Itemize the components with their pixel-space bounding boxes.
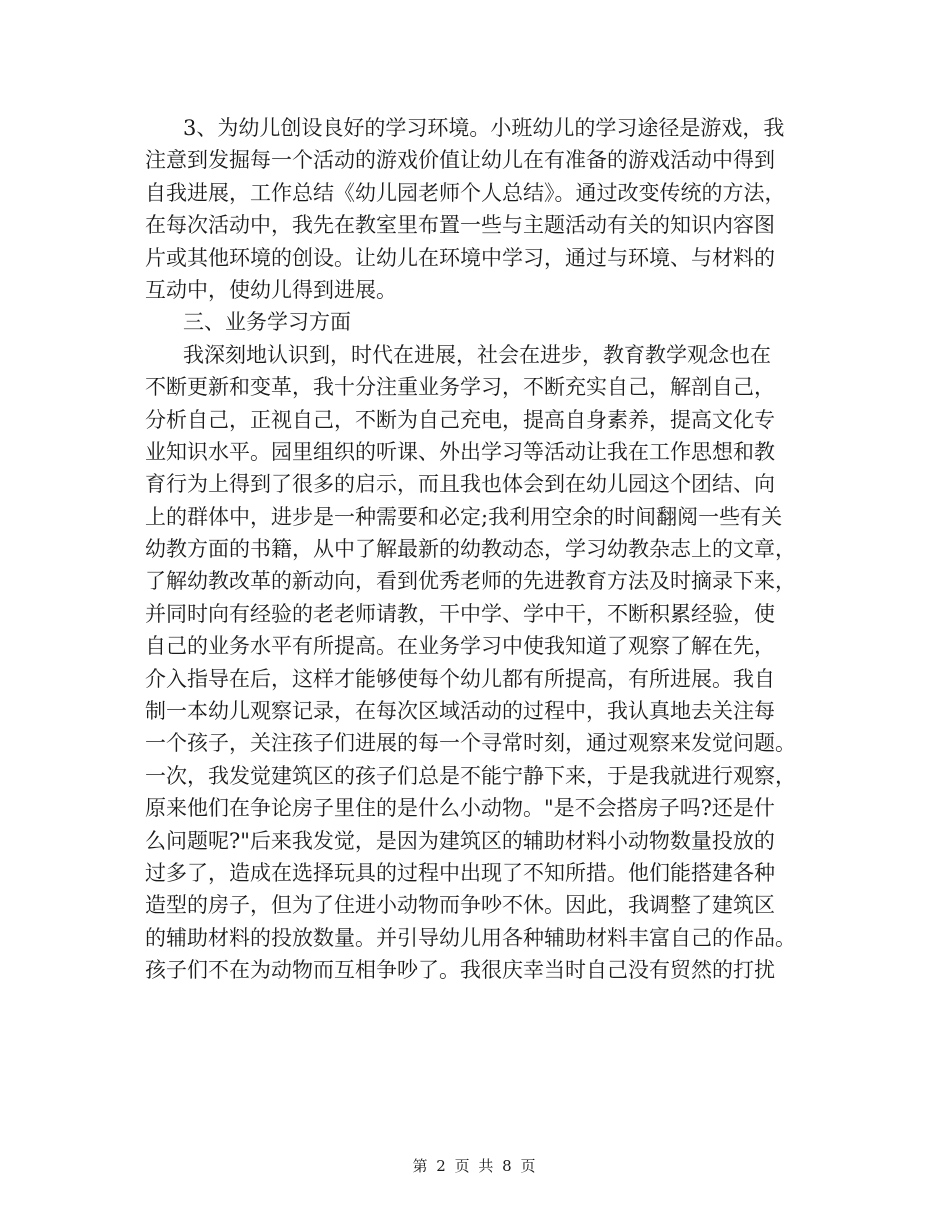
paragraph-line: 造型的房子，但为了住进小动物而争吵不休。因此，我调整了建筑区	[145, 893, 775, 918]
paragraph-line: 在每次活动中，我先在教室里布置一些与主题活动有关的知识内容图	[145, 213, 775, 238]
body-text	[145, 112, 810, 987]
paragraph-line: 一次，我发觉建筑区的孩子们总是不能宁静下来，于是我就进行观察，	[145, 763, 796, 788]
page-number: 第 2 页 共 8 页	[412, 1157, 538, 1175]
paragraph-line: 我深刻地认识到，时代在进展，社会在进步，教育教学观念也在	[183, 342, 771, 367]
section-heading: 三、业务学习方面	[183, 310, 351, 335]
paragraph-line: 不断更新和变革，我十分注重业务学习，不断充实自己，解剖自己，	[145, 375, 775, 400]
paragraph-line: 育行为上得到了很多的启示，而且我也体会到在幼儿园这个团结、向	[145, 472, 775, 497]
paragraph-line: 介入指导在后，这样才能够使每个幼儿都有所提高，有所进展。我自	[145, 666, 775, 691]
paragraph-line: 上的群体中，进步是一种需要和必定;我利用空余的时间翻阅一些有关	[145, 504, 783, 529]
paragraph-line: 注意到发掘每一个活动的游戏价值让幼儿在有准备的游戏活动中得到	[145, 148, 775, 173]
paragraph-line: 的辅助材料的投放数量。并引导幼儿用各种辅助材料丰富自己的作品。	[145, 925, 796, 950]
paragraph-line: 自我进展，工作总结《幼儿园老师个人总结》。通过改变传统的方法，	[145, 180, 786, 205]
paragraph-line: 分析自己，正视自己，不断为自己充电，提高自身素养，提高文化专	[145, 407, 775, 432]
paragraph-line: 么问题呢?"后来我发觉，是因为建筑区的辅助材料小动物数量投放的	[145, 828, 775, 853]
paragraph-line: 片或其他环境的创设。让幼儿在环境中学习，通过与环境、与材料的	[145, 245, 775, 270]
paragraph-line: 制一本幼儿观察记录，在每次区域活动的过程中，我认真地去关注每	[145, 699, 775, 724]
paragraph-line: 孩子们不在为动物而互相争吵了。我很庆幸当时自己没有贸然的打扰	[145, 958, 775, 983]
paragraph-line: 原来他们在争论房子里住的是什么小动物。"是不会搭房子吗?还是什	[145, 796, 775, 821]
paragraph-line: 业知识水平。园里组织的听课、外出学习等活动让我在工作思想和教	[145, 439, 775, 464]
paragraph-line: 自己的业务水平有所提高。在业务学习中使我知道了观察了解在先，	[145, 634, 775, 659]
paragraph-line: 互动中，使幼儿得到进展。	[145, 277, 397, 302]
paragraph-line: 并同时向有经验的老老师请教，干中学、学中干，不断积累经验，使	[145, 601, 775, 626]
paragraph-line: 了解幼教改革的新动向，看到优秀老师的先进教育方法及时摘录下来，	[145, 569, 796, 594]
paragraph-line: 过多了，造成在选择玩具的过程中出现了不知所措。他们能搭建各种	[145, 860, 775, 885]
paragraph-line: 3、为幼儿创设良好的学习环境。小班幼儿的学习途径是游戏，我	[183, 116, 785, 140]
paragraph-line: 一个孩子，关注孩子们进展的每一个寻常时刻，通过观察来发觉问题。	[145, 731, 796, 756]
paragraph-line: 幼教方面的书籍，从中了解最新的幼教动态，学习幼教杂志上的文章，	[145, 537, 796, 562]
